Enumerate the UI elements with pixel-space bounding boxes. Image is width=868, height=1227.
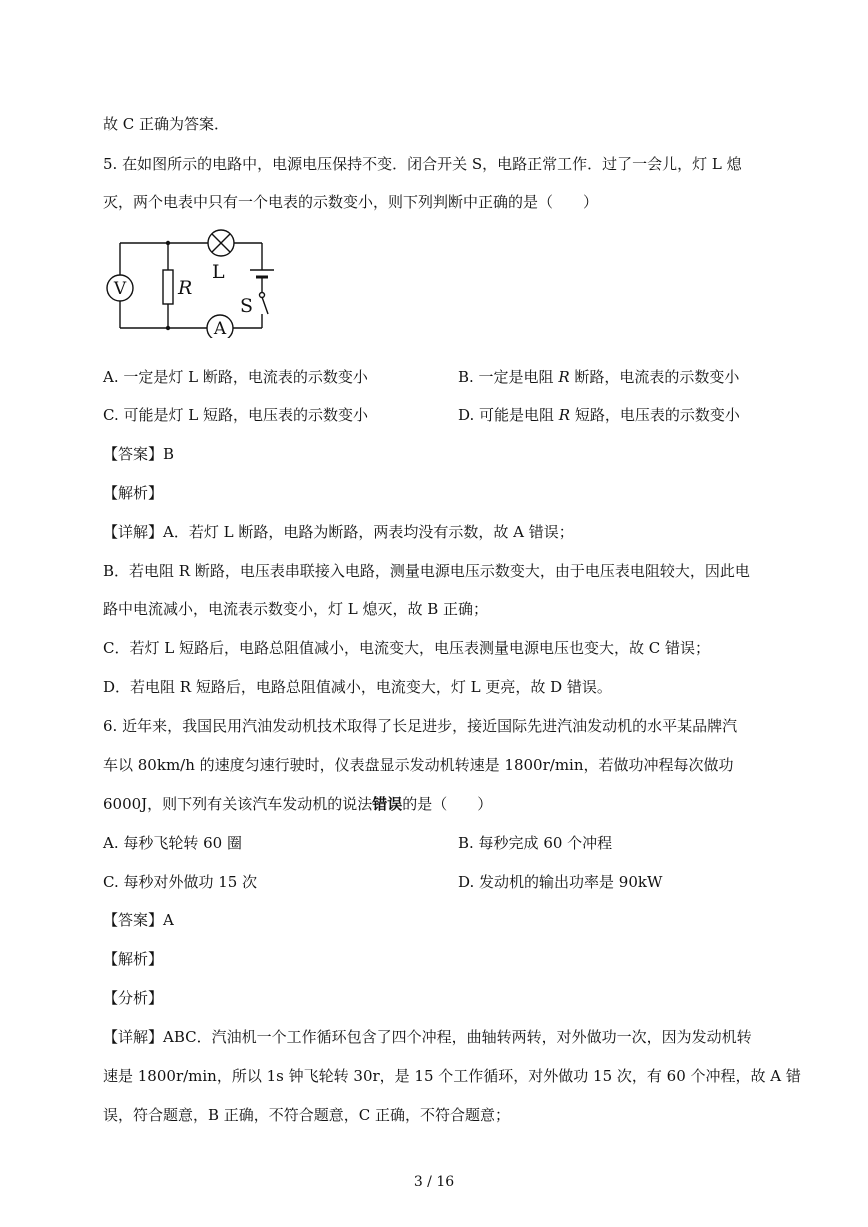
- voltmeter-label: V: [113, 279, 127, 299]
- option-b: B. 一定是电阻 R 断路，电流表的示数变小: [458, 368, 740, 386]
- text-line: 故 C 正确为答案．: [103, 115, 230, 133]
- detail-5-line: B．若电阻 R 断路，电压表串联接入电路，测量电源电压示数变大，由于电压表电阻较大，因此电: [103, 562, 750, 580]
- analysis-6-heading: 【解析】: [103, 950, 164, 968]
- circuit-diagram: [100, 228, 280, 338]
- answer-5: 【答案】B: [103, 445, 175, 463]
- option-d: D. 可能是电阻 R 短路，电压表的示数变小: [458, 406, 740, 424]
- option-b: B. 每秒完成 60 个冲程: [458, 834, 613, 852]
- switch-label: S: [240, 295, 254, 317]
- option-c: C. 可能是灯 L 短路，电压表的示数变小: [103, 406, 368, 424]
- detail-5-line: 【详解】A．若灯 L 断路，电路为断路，两表均没有示数，故 A 错误；: [103, 523, 574, 541]
- question-5-stem-cont: 灭，两个电表中只有一个电表的示数变小，则下列判断中正确的是（ ）: [103, 193, 599, 211]
- option-d: D. 发动机的输出功率是 90kW: [458, 873, 663, 891]
- question-6-stem-cont: 车以 80km/h 的速度匀速行驶时，仪表盘显示发动机转速是 1800r/min，若做功冲程每次做功: [103, 756, 734, 774]
- detail-5-line: D．若电阻 R 短路后，电路总阻值减小，电流变大，灯 L 更亮，故 D 错误。: [103, 678, 612, 696]
- page-number: 3 / 16: [413, 1174, 455, 1190]
- breakdown-6-heading: 【分析】: [103, 989, 164, 1007]
- ammeter-label: A: [213, 319, 227, 338]
- question-5-stem: 5. 在如图所示的电路中，电源电压保持不变．闭合开关 S，电路正常工作．过了一会儿，灯 L 熄: [103, 155, 742, 173]
- detail-6-line: 误，符合题意，B 正确，不符合题意，C 正确，不符合题意；: [103, 1106, 511, 1124]
- question-6-stem-cont: 6000J，则下列有关该汽车发动机的说法错误的是（ ）: [103, 795, 493, 813]
- junction-dot: [166, 326, 170, 330]
- detail-6-line: 速是 1800r/min，所以 1s 钟飞轮转 30r，是 15 个工作循环，对外做功 15 次，有 60 个冲程，故 A 错: [103, 1067, 801, 1085]
- answer-6: 【答案】A: [103, 911, 174, 929]
- option-a: A. 一定是灯 L 断路，电流表的示数变小: [103, 368, 368, 386]
- question-6-stem: 6. 近年来，我国民用汽油发动机技术取得了长足进步，接近国际先进汽油发动机的水平某品牌汽: [103, 717, 738, 735]
- lamp-label: L: [212, 261, 225, 283]
- option-c: C. 每秒对外做功 15 次: [103, 873, 258, 891]
- detail-6-line: 【详解】ABC．汽油机一个工作循环包含了四个冲程，曲轴转两转，对外做功一次，因为发动机转: [103, 1028, 752, 1046]
- analysis-5-heading: 【解析】: [103, 484, 164, 502]
- option-a: A. 每秒飞轮转 60 圈: [103, 834, 242, 852]
- resistor-label: R: [178, 277, 193, 299]
- detail-5-line: 路中电流减小，电流表示数变小，灯 L 熄灭，故 B 正确；: [103, 600, 489, 618]
- junction-dot: [166, 241, 170, 245]
- detail-5-line: C．若灯 L 短路后，电路总阻值减小，电流变大，电压表测量电源电压也变大，故 C 错误；: [103, 639, 710, 657]
